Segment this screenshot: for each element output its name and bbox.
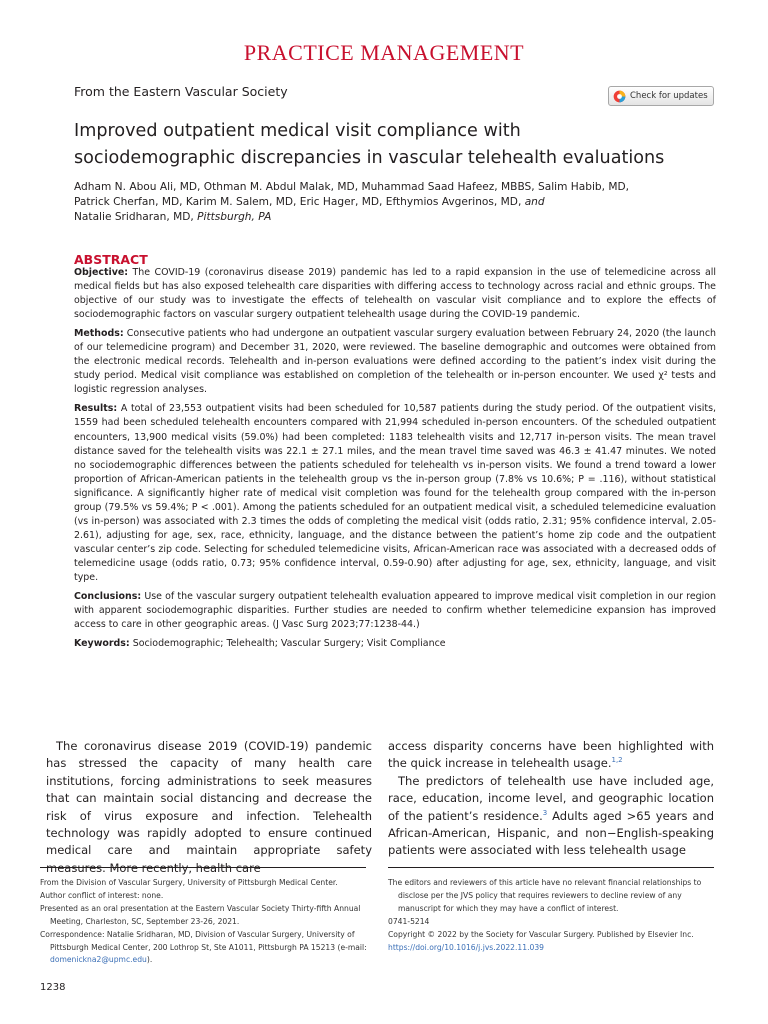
section-title: PRACTICE MANAGEMENT	[243, 40, 525, 65]
citation-ref[interactable]: 3	[542, 808, 548, 817]
conclusions-text: Use of the vascular surgery outpatient telehealth evaluation appeared to improve medical visit completion in our region with apparent sociodemographic disparities. Further studies are needed to confirm whether telemedicine expansion has improved access to care in other geographic areas. (J Vasc Surg 2023;77:1238-44.)	[74, 591, 717, 631]
abstract-methods	[74, 327, 716, 397]
footnotes-left	[40, 877, 370, 967]
body-paragraph-3-text: The predictors of telehealth use have included age, race, education, income level, and geographic location of the patient’s residence.	[388, 773, 714, 823]
objective-label: Objective:	[74, 267, 129, 278]
conclusions-label: Conclusions:	[74, 591, 142, 603]
footnote-copyright: Copyright © 2022 by the Society for Vascular Surgery. Published by Elsevier Inc.	[388, 929, 694, 939]
body-paragraph-2-text: access disparity concerns have been highlighted with the quick increase in telehealth usage.	[388, 739, 714, 771]
correspondence-end: ).	[146, 955, 153, 965]
check-for-updates-button[interactable]	[608, 86, 714, 106]
methods-text: Consecutive patients who had undergone an outpatient vascular surgery evaluation between February 24, 2020 (the launch of our telemedicine program) and December 31, 2020, were reviewed. The baseline demographic and outcomes were obtained from the electronic medical records. Telehealth and in-person evaluations were defined according to the patient’s index visit during the study period. Medical visit compliance was established on completion of the telehealth or in-person encounter. We used χ² tests and logistic regression analyses.	[74, 328, 716, 396]
title-line-1: Improved outpatient medical visit compliance with	[74, 121, 521, 141]
crossmark-icon	[613, 90, 626, 103]
body-paragraph-3	[388, 773, 714, 860]
citation-ref[interactable]: 1,2	[611, 756, 623, 765]
check-for-updates-label: Check for updates	[630, 91, 708, 101]
title-line-2: sociodemographic discrepancies in vascular telehealth evaluations	[74, 148, 665, 168]
footnote-divider-right	[388, 867, 714, 868]
footnote-editors: The editors and reviewers of this article have no relevant financial relationships to disclose per the JVS policy that requires reviewers to decline review of any manuscript for which they may have a conflict of interest.	[388, 878, 702, 913]
page-number: 1238	[40, 982, 66, 993]
authors-line-3: Natalie Sridharan, MD,	[74, 211, 194, 224]
correspondence-text: Correspondence: Natalie Sridharan, MD, Division of Vascular Surgery, University of Pittsburgh Medical Center, 200 Lothrop St, Ste A1011, Pittsburgh PA 15213 (e-mail:	[40, 929, 367, 952]
authors-location: Pittsburgh, PA	[197, 211, 272, 224]
body-paragraph-1: The coronavirus disease 2019 (COVID-19) pandemic has stressed the capacity of many health care institutions, forcing administrations to seek measures that can maintain social distancing and decrease the risk of virus exposure and infection. Telehealth technology was rapidly adopted to ensure continued medical care and maintain appropriate safety	[46, 739, 372, 858]
methods-label: Methods:	[74, 328, 124, 340]
footnote-conflict: Author conflict of interest: none.	[40, 890, 164, 900]
footnote-division: From the Division of Vascular Surgery, University of Pittsburgh Medical Center.	[40, 878, 338, 887]
authors-and: and	[524, 196, 545, 209]
abstract-conclusions	[74, 590, 716, 632]
authors-line-1: Adham N. Abou Ali, MD, Othman M. Abdul Malak, MD, Muhammad Saad Hafeez, MBBS, Salim Habib, MD,	[74, 181, 630, 193]
abstract-objective	[74, 266, 716, 322]
body-paragraph-3-cont: Adults aged >65 years and African-American, Hispanic, and non−English-speaking patients were associated with less telehealth usage	[388, 808, 714, 858]
footnote-divider-left	[40, 867, 366, 868]
abstract-results	[74, 402, 716, 585]
abstract-keywords	[74, 637, 716, 651]
footnote-correspondence	[40, 929, 370, 968]
objective-text: The COVID-19 (coronavirus disease 2019) pandemic has led to a rapid expansion in the use of telemedicine across all medical fields but has also exposed telehealth care disparities with differing access to technology across racial and ethnic groups. The objective of our study was to investigate the effects of telehealth on vascular visit compliance and to explore the effects of sociodemographic factors on vascular surgery outpatient telehealth usage during the COVID-19 pandemic.	[74, 267, 717, 321]
results-label: Results:	[74, 403, 118, 415]
abstract-heading: ABSTRACT	[74, 252, 148, 267]
keywords-label: Keywords:	[74, 638, 130, 650]
author-list	[74, 180, 714, 226]
footnotes-right	[388, 877, 718, 954]
footnote-issn: 0741-5214	[388, 916, 430, 926]
results-text: A total of 23,553 outpatient visits had been scheduled for 10,587 patients during the study period. Of the outpatient visits, 1559 had been scheduled telehealth encounters compared with 21,994 scheduled in-person encounters. Of the scheduled outpatient encounters, 13,900 medical visits (59.0%) had been completed: 1183 telehealth visits and 12,717 in-person visits. The mean travel distance saved for the telehealth visits was 22.1 ± 27.1 miles, and the mean travel time saved was 46.3 ± 41.47 minutes. We noted no sociodemographic differences between the patients scheduled for telehealth vs in-person visits. We found a trend toward a lower proportion of African-American patients in the telehealth group vs the in-person group (7.8% vs 10.6%; P = .116), without statistical significance. A significantly higher rate of medical visit completion was found for the telehealth group compared with the in-person group (79.5% vs 59.4%; P < .001). Among the patients scheduled for an outpatient medical visit, a scheduled telemedicine evaluation (vs in-person) was associated with 2.3 times the odds of completing the medical visit (odds ratio, 2.31; 95% confidence interval, 2.05-2.61), adjusting for age, sex, race, ethnicity, language, and the distance between the patient’s home zip code and the outpatient vascular center’s zip code. Selecting for scheduled telemedicine visits, African-American race was associated with a decreased odds of telemedicine usage (odds ratio, 0.73; 95% confidence interval, 0.59-0.90) after adjusting for age, sex, ethnicity, language, and visit type.	[74, 403, 716, 583]
body-paragraph-2	[388, 738, 714, 773]
article-title	[74, 118, 714, 172]
abstract-body	[74, 266, 716, 656]
doi-link[interactable]: https://doi.org/10.1016/j.jvs.2022.11.039	[388, 942, 544, 952]
body-column-left	[46, 738, 372, 877]
footnote-presented: Presented as an oral presentation at the Eastern Vascular Society Thirty-fifth Annual Meeting, Charleston, SC, September 23-26, 2021.	[40, 903, 361, 926]
society-line: From the Eastern Vascular Society	[74, 84, 288, 99]
authors-line-2: Patrick Cherfan, MD, Karim M. Salem, MD, Eric Hager, MD, Efthymios Avgerinos, MD,	[74, 196, 522, 209]
email-link[interactable]: domenickna2@upmc.edu	[50, 955, 147, 965]
keywords-text: Sociodemographic; Telehealth; Vascular Surgery; Visit Compliance	[132, 638, 446, 650]
body-column-right	[388, 738, 714, 860]
